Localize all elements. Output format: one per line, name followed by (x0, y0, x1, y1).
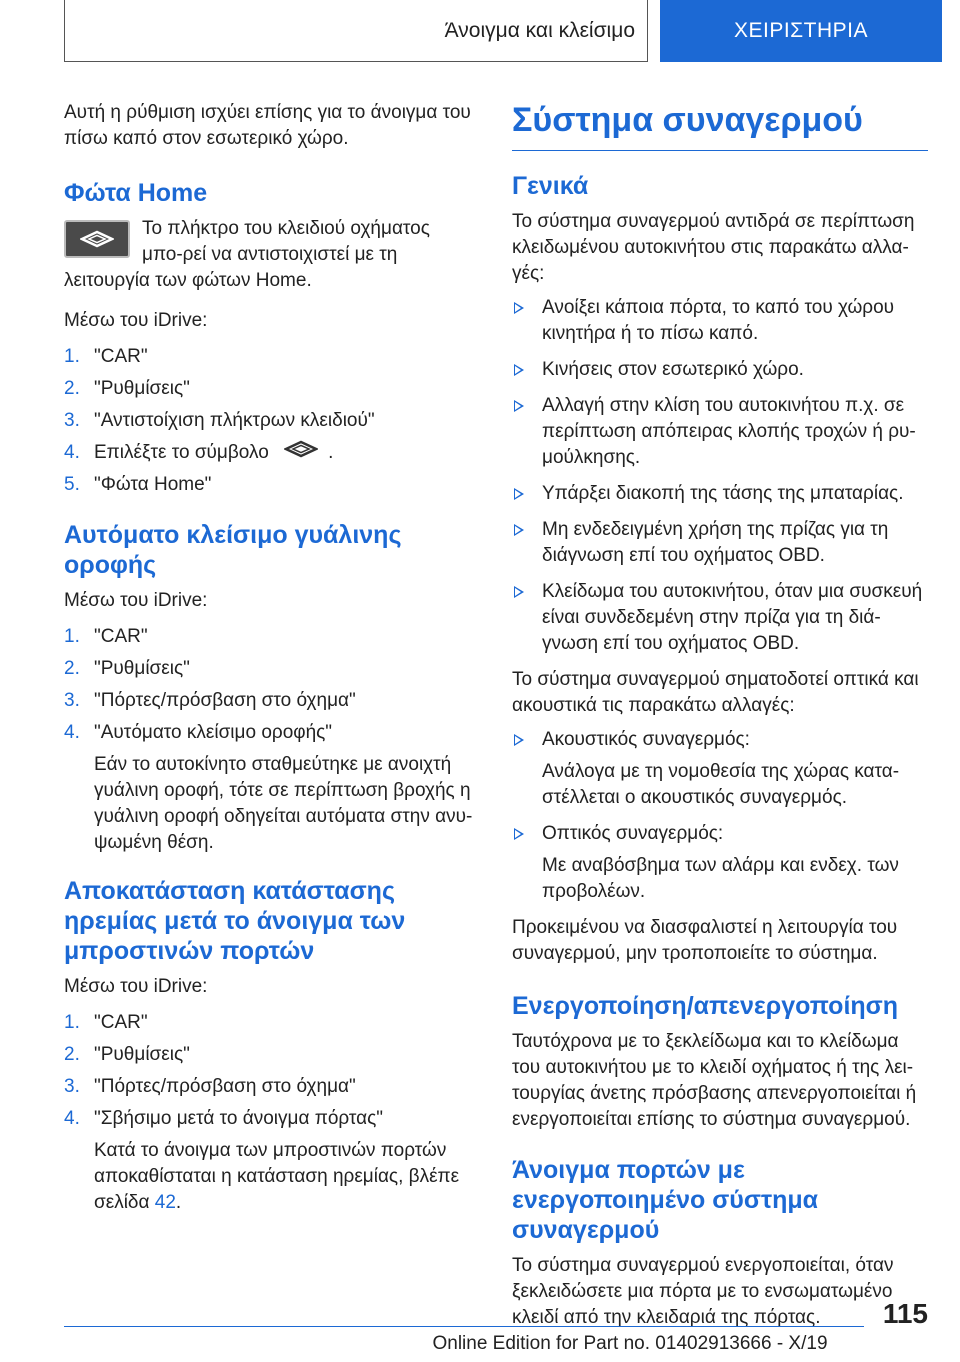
doors-heading: Άνοιγμα πορτών με ενεργοποιημένο σύστημα συναγερμού (512, 1156, 819, 1244)
roof-via-idrive: Μέσω του iDrive: (64, 590, 208, 612)
left-column (64, 100, 474, 1222)
restore-note: Κατά το άνοιγμα των μπροστινών πορτών αποκαθίσταται η κατάσταση ηρεμίας, βλέπε σελίδα 42. (94, 1140, 460, 1214)
page-reference-link[interactable]: 42 (154, 1192, 176, 1214)
list-item: 2. "Ρυθμίσεις" (64, 658, 190, 680)
roof-note: Εάν το αυτοκίνητο σταθμεύτηκε με ανοιχτή γυάλινη οροφή, τότε σε περίπτωση βροχής η γυάλινη οροφή οδηγείται αυτόματα στην ανυ-ψωμένη θέση. (94, 754, 473, 854)
list-item: Μη ενδεδειγμένη χρήση της πρίζας για τη διάγνωση επί του οχήματος OBD. (512, 517, 928, 569)
roof-heading: Αυτόματο κλείσιμο γυάλινης οροφής (64, 521, 402, 580)
list-item: Κινήσεις στον εσωτερικό χώρο. (512, 357, 928, 383)
home-steps-list (64, 344, 474, 498)
list-item: Ανοίξει κάποια πόρτα, το καπό του χώρου κινητήρα ή το πίσω καπό. (512, 295, 928, 347)
page-number: 115 (882, 1298, 928, 1329)
general-intro: Το σύστημα συναγερμού αντιδρά σε περίπτωση κλειδωμένου αυτοκινήτου στις παρακάτω αλλα-γές: (512, 211, 915, 284)
list-item: 4. "Σβήσιμο μετά το άνοιγμα πόρτας" Κατά το άνοιγμα των μπροστινών πορτών αποκαθίσταται η κατάσταση ηρεμίας, βλέπε σελίδα 42. (64, 1106, 474, 1216)
list-item: 4. Επιλέξτε το σύμβολο . (64, 440, 474, 466)
home-via-idrive: Μέσω του iDrive: (64, 310, 208, 331)
bullet-triangle-icon (514, 400, 524, 412)
restore-heading: Αποκατάσταση κατάστασης ηρεμίας μετά το άνοιγμα των μπροστινών πορτών (64, 877, 406, 966)
list-item: 4. "Αυτόματο κλείσιμο οροφής" Εάν το αυτοκίνητο σταθμεύτηκε με ανοιχτή γυάλινη οροφή, τότε σε περίπτωση βροχής η γυάλινη οροφή οδηγείται αυτόματα στην ανυ-ψωμένη θέση. (64, 720, 474, 856)
list-item: 1. "CAR" (64, 346, 148, 367)
signal-list (512, 727, 928, 905)
activate-heading: Ενεργοποίηση/απενεργοποίηση (512, 992, 899, 1020)
bullet-triangle-icon (514, 524, 524, 536)
alarm-system-title: Σύστημα συναγερμού (512, 100, 928, 151)
bullet-triangle-icon (514, 828, 524, 840)
restore-via-idrive: Μέσω του iDrive: (64, 976, 208, 998)
list-item: Αλλαγή στην κλίση του αυτοκινήτου π.χ. σε περίπτωση απόπειρας κλοπής τροχών ή ρυ-μούλκησης. (512, 393, 928, 471)
header-chapter-title: ΧΕΙΡΙΣΤΗΡΙΑ (733, 19, 868, 42)
list-item: 1. "CAR" (64, 626, 148, 648)
general-heading: Γενικά (512, 172, 589, 200)
right-column (512, 100, 928, 1331)
list-item: Ακουστικός συναγερμός: Ανάλογα με τη νομοθεσία της χώρας κατα-στέλλεται ο ακουστικός συναγερμός. (512, 727, 928, 811)
intro-paragraph: Αυτή η ρύθμιση ισχύει επίσης για το άνοιγμα του πίσω καπό στον εσωτερικό χώρο. (64, 102, 471, 149)
bullet-triangle-icon (514, 586, 524, 598)
bullet-triangle-icon (514, 488, 524, 500)
doors-text: Το σύστημα συναγερμού ενεργοποιείται, όταν ξεκλειδώσετε μια πόρτα με το ενσωματωμένο κλειδί από την κλειδαριά της πόρτας. (512, 1255, 894, 1328)
footer-divider (64, 1326, 864, 1327)
list-item: 5. "Φώτα Home" (64, 474, 212, 496)
bullet-triangle-icon (514, 302, 524, 314)
signal-intro: Το σύστημα συναγερμού σηματοδοτεί οπτικά και ακουστικά τις παρακάτω αλλαγές: (512, 669, 919, 716)
list-item: Οπτικός συναγερμός: Με αναβόσβημα των αλάρμ και ενδεχ. των προβολέων. (512, 821, 928, 905)
home-lights-heading: Φώτα Home (64, 179, 208, 207)
list-item: 3. "Αντιστοίχιση πλήκτρων κλειδιού" (64, 410, 375, 431)
roof-steps-list (64, 624, 474, 856)
general-outro: Προκειμένου να διασφαλιστεί η λειτουργία του συναγερμού, μην τροποποιείτε το σύστημα. (512, 917, 898, 964)
list-item: 2. "Ρυθμίσεις" (64, 378, 190, 399)
header-section-tab (64, 0, 648, 62)
home-lights-key-icon (64, 220, 130, 258)
home-lights-symbol-icon (284, 440, 318, 466)
restore-steps-list (64, 1010, 474, 1216)
header-chapter-tab (660, 0, 942, 62)
header-section-title: Άνοιγμα και κλείσιμο (444, 18, 635, 42)
activate-text: Ταυτόχρονα με το ξεκλείδωμα και το κλείδωμα του αυτοκινήτου με το κλειδί οχήματος ή της λει-τουργίας άνετης πρόσβασης απενεργοποιείται ή ενεργοποιείται επίσης το σύστημα συναγερμού. (512, 1031, 917, 1130)
footer-edition: Online Edition for Part no. 01402913666 - X/19 (432, 1333, 828, 1354)
home-lights-text: Το πλήκτρο του κλειδιού οχήματος μπο-ρεί να αντιστοιχιστεί με τη λειτουργία των φώτων Home. (64, 218, 430, 291)
list-item: 2. "Ρυθμίσεις" (64, 1044, 190, 1066)
bullet-triangle-icon (514, 734, 524, 746)
list-item: Υπάρξει διακοπή της τάσης της μπαταρίας. (512, 481, 928, 507)
trigger-list (512, 295, 928, 657)
home-lights-body (64, 216, 474, 294)
list-item: 1. "CAR" (64, 1012, 148, 1034)
list-item: 3. "Πόρτες/πρόσβαση στο όχημα" (64, 1076, 356, 1098)
list-item: 3. "Πόρτες/πρόσβαση στο όχημα" (64, 690, 356, 712)
list-item: Κλείδωμα του αυτοκινήτου, όταν μια συσκευή είναι συνδεδεμένη στην πρίζα για τη διά-γνωση επί του οχήματος OBD. (512, 579, 928, 657)
bullet-triangle-icon (514, 364, 524, 376)
